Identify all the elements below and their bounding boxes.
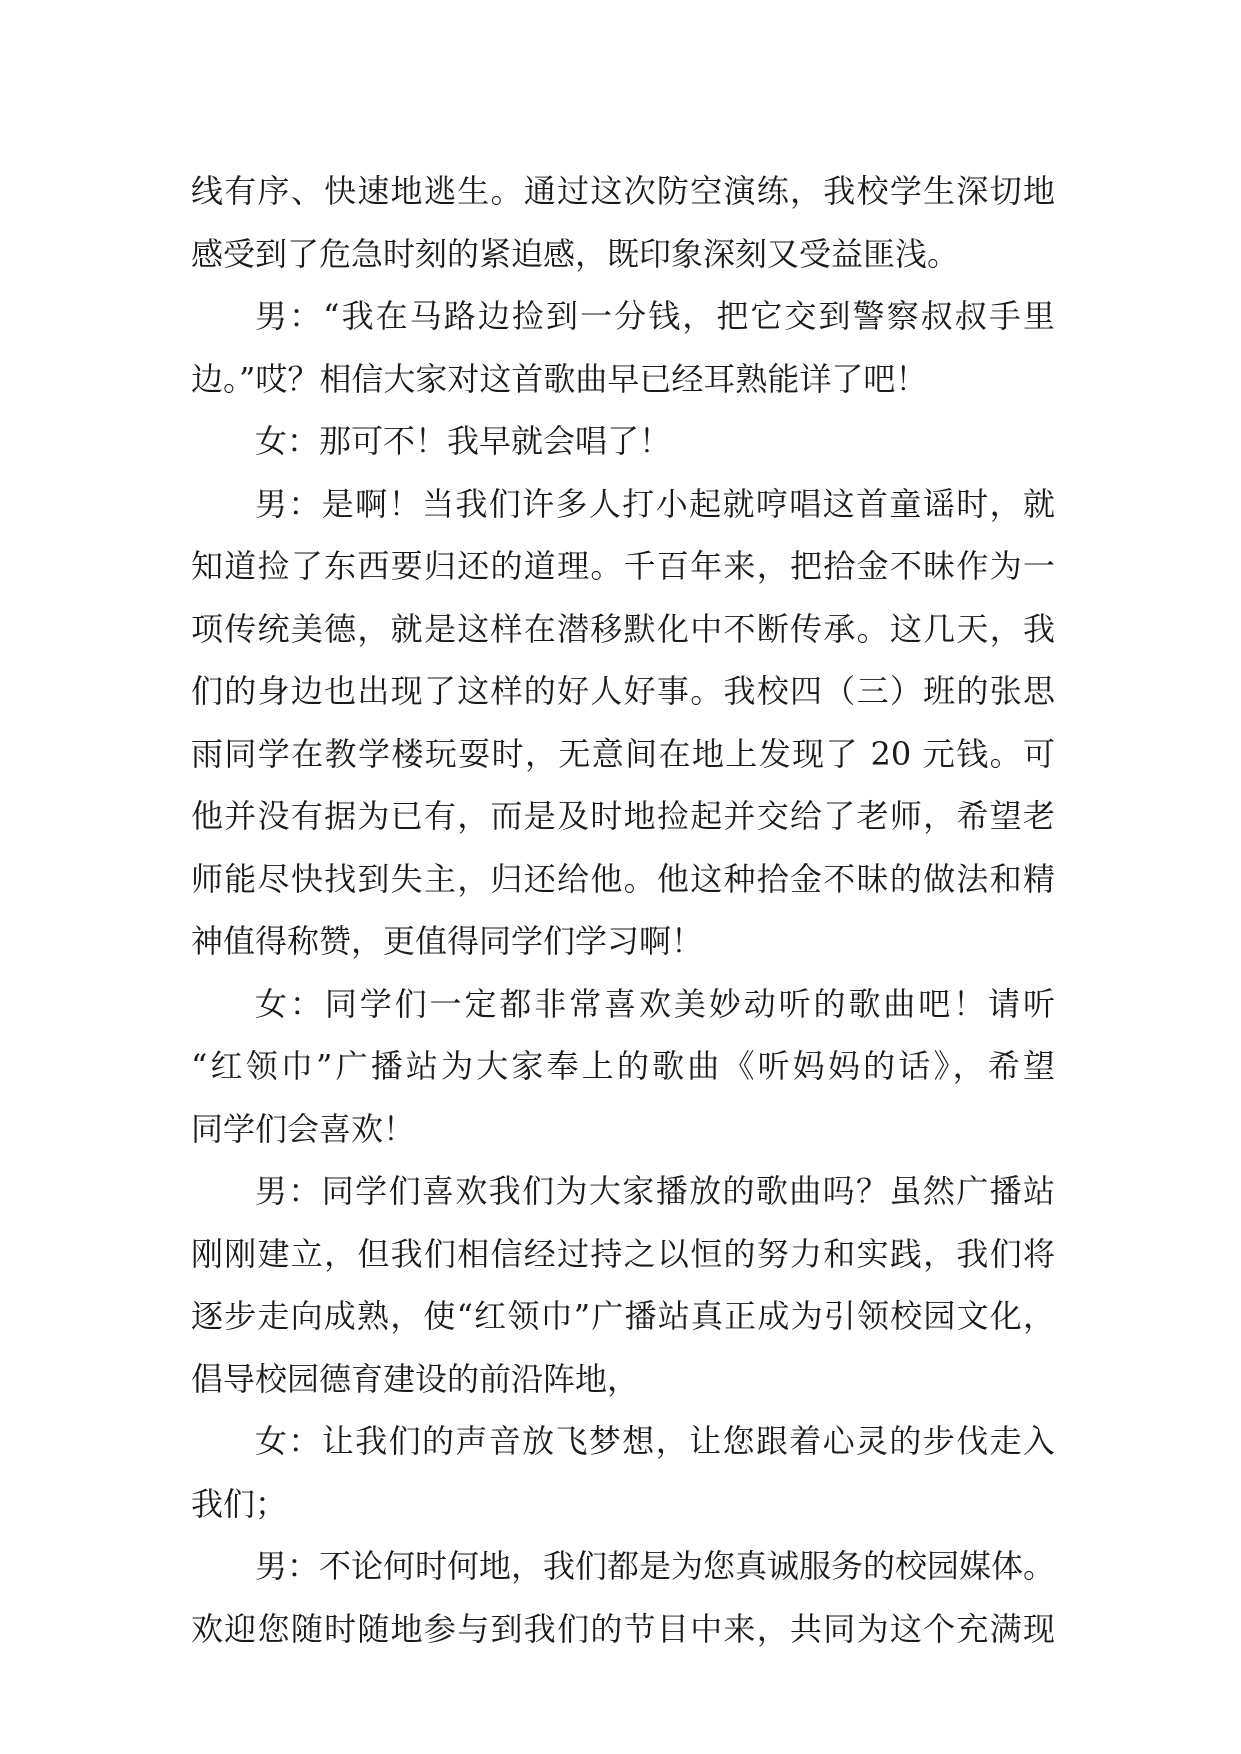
text-line: 边。”哎？相信大家对这首歌曲早已经耳熟能详了吧！	[191, 359, 928, 398]
text-line: 知道捡了东西要归还的道理。千百年来，把拾金不昧作为一	[191, 547, 1055, 585]
text-line: 线有序、快速地逃生。通过这次防空演练，我校学生深切地	[191, 172, 1055, 210]
text-line: 们的身边也出现了这样的好人好事。我校四（三）班的张思	[191, 672, 1055, 710]
text-line: 他并没有据为已有，而是及时地捡起并交给了老师，希望老	[191, 797, 1055, 835]
text-line: 项传统美德，就是这样在潜移默化中不断传承。这几天，我	[191, 609, 1055, 648]
text-line: 同学们会喜欢！	[191, 1109, 416, 1148]
text-line: 刚刚建立，但我们相信经过持之以恒的努力和实践，我们将	[191, 1234, 1055, 1273]
text-line: 我们；	[191, 1484, 288, 1523]
text-line: “红领巾”广播站为大家奉上的歌曲《听妈妈的话》，希望	[191, 1047, 1055, 1085]
text-line: 雨同学在教学楼玩耍时，无意间在地上发现了 20 元钱。可	[191, 734, 1055, 773]
body-text	[191, 160, 1055, 1660]
text-line: 男：同学们喜欢我们为大家播放的歌曲吗？虽然广播站	[255, 1172, 1055, 1210]
text-line: 师能尽快找到失主，归还给他。他这种拾金不昧的做法和精	[191, 859, 1055, 898]
text-line: 男：“我在马路边捡到一分钱，把它交到警察叔叔手里	[255, 297, 1055, 335]
text-line: 女：让我们的声音放飞梦想，让您跟着心灵的步伐走入	[255, 1422, 1055, 1460]
text-line: 感受到了危急时刻的紧迫感，既印象深刻又受益匪浅。	[191, 234, 960, 273]
text-line: 女：同学们一定都非常喜欢美妙动听的歌曲吧！请听	[255, 984, 1055, 1023]
text-line: 女：那可不！我早就会唱了！	[255, 422, 672, 460]
text-line: 神值得称赞，更值得同学们学习啊！	[191, 922, 704, 960]
text-line: 倡导校园德育建设的前沿阵地，	[191, 1359, 640, 1398]
text-line: 欢迎您随时随地参与到我们的节目中来，共同为这个充满现	[191, 1609, 1055, 1648]
text-line: 逐步走向成熟，使“红领巾”广播站真正成为引领校园文化，	[191, 1297, 1055, 1335]
text-line: 男：不论何时何地，我们都是为您真诚服务的校园媒体。	[255, 1547, 1056, 1585]
text-line: 男：是啊！当我们许多人打小起就哼唱这首童谣时，就	[255, 484, 1055, 523]
